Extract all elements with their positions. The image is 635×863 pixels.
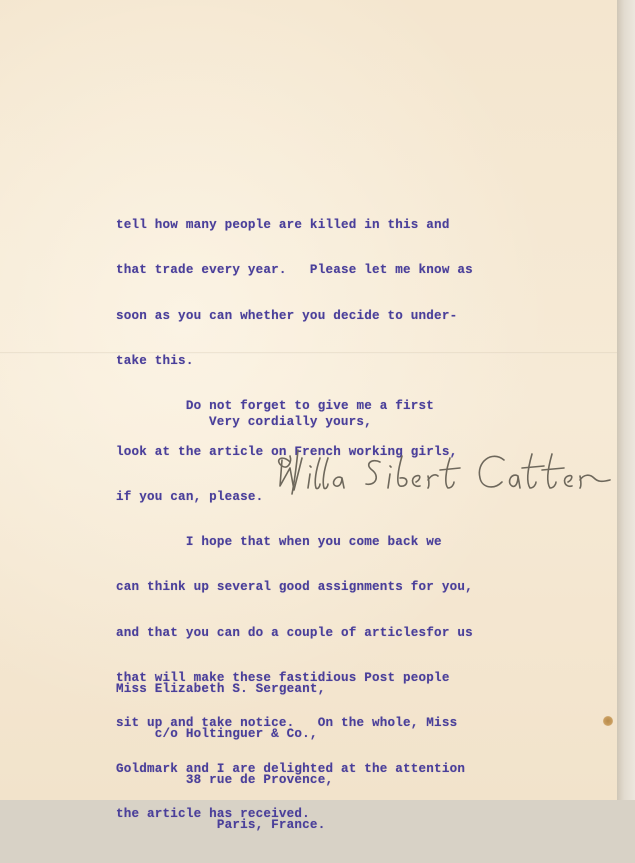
address-line: Miss Elizabeth S. Sergeant, (116, 682, 326, 697)
body-line: soon as you can whether you decide to under- (116, 308, 458, 323)
body-line: look at the article on French working girls, (116, 444, 458, 459)
body-line: that will make these fastidious Post people (116, 671, 450, 685)
body-line: take this. (116, 354, 194, 369)
handwritten-signature (268, 440, 618, 520)
paper-stain (603, 716, 613, 726)
body-line: can think up several good assignments for you, (116, 580, 473, 595)
body-line: I hope that when you come back we (116, 535, 442, 550)
address-line: c/o Holtinguer & Co., (116, 727, 318, 742)
address-line: 38 rue de Provence, (116, 772, 334, 787)
body-line: sit up and take notice. On the whole, Miss (116, 716, 458, 731)
body-line: and that you can do a couple of articlesfor us (116, 625, 473, 640)
address-line: Paris, France. (116, 818, 326, 833)
body-line: Goldmark and I are delighted at the attention (116, 761, 466, 776)
body-line: that trade every year. Please let me know as (116, 263, 473, 278)
body-line: the article has received. (116, 806, 310, 821)
recipient-address (116, 652, 333, 863)
body-line: Do not forget to give me a first (116, 399, 435, 414)
letter-closing: Very cordially yours, (209, 415, 372, 429)
body-line: tell how many people are killed in this and (116, 218, 450, 233)
page-edge (617, 0, 635, 800)
body-line: if you can, please. (116, 489, 264, 504)
